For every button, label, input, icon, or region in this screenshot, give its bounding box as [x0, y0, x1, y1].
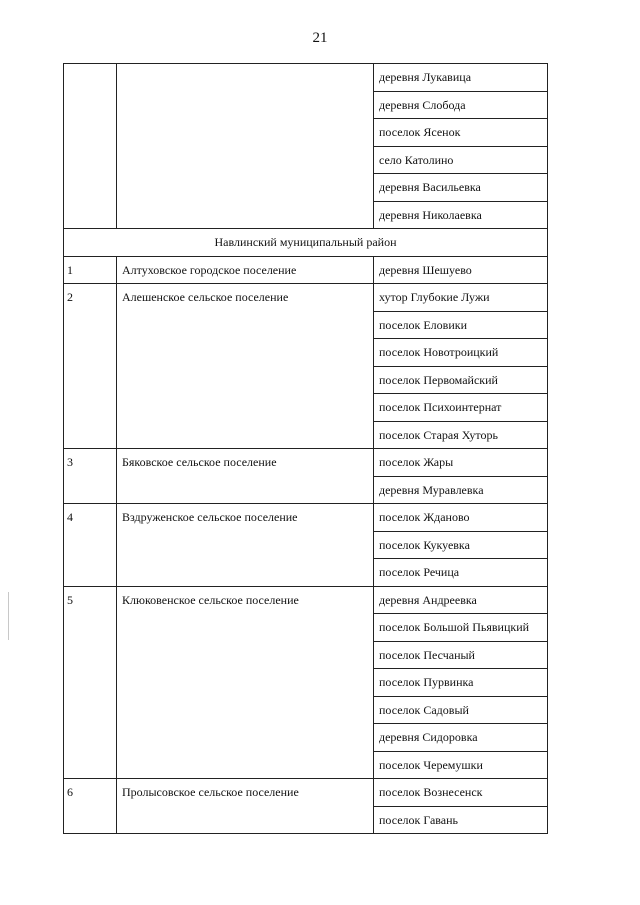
location-cell: поселок Садовый	[374, 696, 548, 724]
table-row	[64, 256, 548, 284]
location-cell: поселок Речица	[374, 559, 548, 587]
settlement-name-text: Вздруженское сельское поселение	[122, 510, 298, 524]
table-row	[64, 284, 548, 312]
margin-mark	[8, 592, 9, 640]
location-cell: деревня Андреевка	[374, 586, 548, 614]
settlement-name-text: Алешенское сельское поселение	[122, 290, 289, 304]
settlement-name	[117, 779, 374, 834]
settlement-number-text: 2	[67, 290, 73, 304]
location-cell: село Католино	[374, 146, 548, 174]
location-cell: поселок Жары	[374, 449, 548, 477]
location-cell: деревня Слобода	[374, 91, 548, 119]
location-cell: поселок Новотроицкий	[374, 339, 548, 367]
district-title: Навлинский муниципальный район	[64, 229, 548, 257]
settlement-number-text: 1	[67, 262, 73, 277]
settlement-name-text: Бяковское сельское поселение	[122, 455, 277, 469]
location-cell: поселок Жданово	[374, 504, 548, 532]
settlement-number	[64, 779, 117, 834]
settlement-number	[64, 449, 117, 504]
location-cell: поселок Ясенок	[374, 119, 548, 147]
settlement-name	[117, 586, 374, 779]
location-cell: деревня Васильевка	[374, 174, 548, 202]
settlement-name-text: Алтуховское городское поселение	[122, 262, 297, 277]
table-row	[64, 779, 548, 807]
settlement-name-text: Пролысовское сельское поселение	[122, 785, 299, 799]
settlement-name	[117, 449, 374, 504]
settlement-number-text: 3	[67, 455, 73, 469]
location-cell: поселок Психоинтернат	[374, 394, 548, 422]
location-cell: поселок Первомайский	[374, 366, 548, 394]
district-header-row	[64, 229, 548, 257]
location-cell: поселок Старая Хуторь	[374, 421, 548, 449]
table-row	[64, 64, 548, 92]
location-cell: поселок Большой Пьявицкий	[374, 614, 548, 642]
location-cell: деревня Шешуево	[374, 256, 548, 284]
number-cell	[64, 64, 117, 229]
location-cell: поселок Пурвинка	[374, 669, 548, 697]
table-row	[64, 449, 548, 477]
location-cell: поселок Гавань	[374, 806, 548, 834]
location-cell: поселок Черемушки	[374, 751, 548, 779]
location-cell: деревня Николаевка	[374, 201, 548, 229]
settlement-number-text: 4	[67, 510, 73, 524]
settlement-number	[64, 586, 117, 779]
location-cell: поселок Еловики	[374, 311, 548, 339]
location-cell: деревня Лукавица	[374, 64, 548, 92]
page-number: 21	[312, 30, 328, 46]
location-cell: хутор Глубокие Лужи	[374, 284, 548, 312]
settlement-number	[64, 504, 117, 587]
table-row	[64, 504, 548, 532]
location-cell: поселок Песчаный	[374, 641, 548, 669]
settlement-name-text: Клюковенское сельское поселение	[122, 592, 299, 607]
location-cell: поселок Кукуевка	[374, 531, 548, 559]
location-cell: деревня Сидоровка	[374, 724, 548, 752]
settlement-number	[64, 284, 117, 449]
settlement-name	[117, 504, 374, 587]
settlement-number-text: 5	[67, 592, 73, 607]
location-cell: поселок Вознесенск	[374, 779, 548, 807]
settlements-table	[63, 63, 548, 834]
settlement-name	[117, 256, 374, 284]
settlement-number	[64, 256, 117, 284]
settlement-name-cell	[117, 64, 374, 229]
settlement-name	[117, 284, 374, 449]
settlement-number-text: 6	[67, 785, 73, 799]
table-row	[64, 586, 548, 614]
location-cell: деревня Муравлевка	[374, 476, 548, 504]
